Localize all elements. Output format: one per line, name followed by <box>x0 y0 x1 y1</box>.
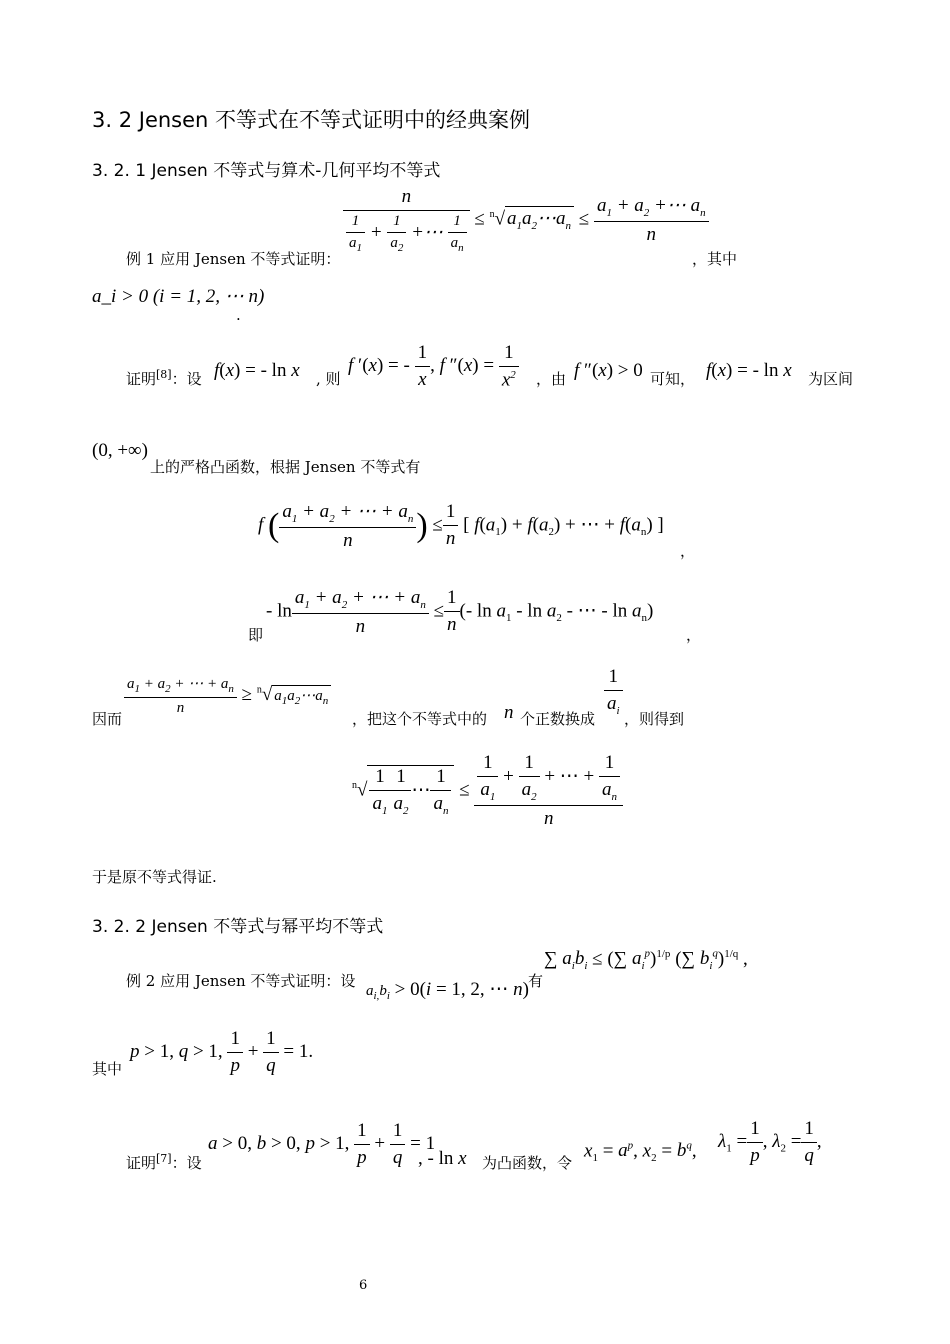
proof2-neglog: , - ln x <box>418 1148 467 1169</box>
subsection-title-1: 3. 2. 1 Jensen 不等式与算术-几何平均不等式 <box>92 161 441 181</box>
proof2-label: 证明 <box>126 1154 157 1172</box>
domain-interval: (0, +∞) <box>92 440 148 461</box>
ie-label: 即 <box>248 626 264 644</box>
example2-label: 例 2 应用 Jensen 不等式证明：设 <box>126 972 356 990</box>
page-number: 6 <box>359 1278 368 1293</box>
am-gm-result: $\frac{a_1 + a_2 + \cdots + a_n}{n}$ ≥ $^n$√ $a_1a_2\cdots a_n$ <box>124 674 331 717</box>
proof1-lead <box>126 368 202 389</box>
example2-where-label: 其中 <box>92 1060 123 1078</box>
proof1-set: ：设 <box>171 370 202 388</box>
replace-text-2: 个正数换成 <box>520 710 596 728</box>
example2-condition: $a_{i,}b_i > 0(i = 1$, 2, ⋯ n) <box>366 979 529 1002</box>
example2-have: 有 <box>528 972 544 990</box>
proof2-set: ：设 <box>171 1154 202 1172</box>
proof1-derivatives: f ′(x) = - $\frac{1}{x}$ , f ″(x) = $\frac{1}{x^2}$ <box>348 342 519 391</box>
holder-display: ∑ $a_ib_i$ ≤ (∑ $a_i^p)^{1/p}$ (∑ $b_i^q)^{1/q}$ , <box>544 948 748 973</box>
example1-formula: n $\frac{1}{a_1}$ + $\frac{1}{a_2}$ +⋯ $\frac{1}{a_n}$ ≤ $^n$√ $a_1a_2\cdots a_n$ ≤ $\frac{a_1 + a_2 +\cdots a_n}{n}$ <box>343 186 709 254</box>
log-comma: ， <box>686 626 702 644</box>
proof1-second-derivative: f ″(x) > 0 <box>574 360 643 381</box>
proof2-convex-text: 为凸函数，令 <box>482 1154 573 1172</box>
example1-label: 例 1 应用 Jensen 不等式证明： <box>126 250 341 268</box>
get-text: ，则得到 <box>624 710 685 728</box>
reciprocal-display: $^n$√ $\frac{1}{a_1}$ $\frac{1}{a_2}$ ⋯ $\frac{1}{a_n}$ ≤ $\frac{1}{a_1}$ + $\frac{1}{a_2}$ + ⋯ + $\frac{1}{a_n}$ n <box>352 752 623 830</box>
proof1-fdef-2: f(x) = - ln x <box>706 360 792 381</box>
proof2-substitution: $x_1 = a^p$, $x_2 = b^q$, <box>584 1140 697 1165</box>
reciprocal-ai: $\frac{1}{a_i}$ <box>604 666 623 717</box>
proof1-ref: [8] <box>156 368 172 381</box>
jensen-comma: ， <box>680 542 696 560</box>
example2-where-formula: p > 1, q > 1, $\frac{1}{p}$ + $\frac{1}{q}$ = 1. <box>130 1028 314 1076</box>
example1-condition: a_i > 0 (i = 1, 2, ⋯ n) <box>92 286 265 307</box>
example1-where: ，其中 <box>692 250 738 268</box>
proof1-knowable: 可知， <box>650 370 696 388</box>
log-display: - ln $\frac{a_1 + a_2 + \cdots + a_n}{n}$ ≤ $\frac{1}{n}$ (- $\ln a_1$ - $\ln a_2$ - ⋯ - $\ln a_n$) <box>266 587 654 637</box>
proof2-lead <box>126 1152 202 1173</box>
conclusion-text: 于是原不等式得证. <box>92 868 217 886</box>
example1-condition-period: . <box>236 306 241 324</box>
subsection-title-2: 3. 2. 2 Jensen 不等式与幂平均不等式 <box>92 917 384 937</box>
proof2-conditions: a > 0, b > 0, p > 1, $\frac{1}{p}$ + $\frac{1}{q}$ = 1 <box>208 1120 436 1168</box>
proof1-by: ，由 <box>536 370 567 388</box>
proof2-ref: [7] <box>156 1152 172 1165</box>
proof2-lambdas: $\lambda_1$ = $\frac{1}{p}$ , $\lambda_2$ = $\frac{1}{q}$ , <box>718 1118 822 1166</box>
n-variable: n <box>504 702 514 723</box>
proof1-interval-text: 为区间 <box>808 370 854 388</box>
proof1-fdef: f(x) = - ln x <box>214 360 300 381</box>
strict-convex-text: 上的严格凸函数，根据 Jensen 不等式有 <box>150 458 421 476</box>
section-title: 3. 2 Jensen 不等式在不等式证明中的经典案例 <box>92 108 531 132</box>
thus-label: 因而 <box>92 710 123 728</box>
replace-text: ，把这个不等式中的 <box>352 710 488 728</box>
proof1-label: 证明 <box>126 370 157 388</box>
proof1-then: , 则 <box>316 370 341 388</box>
jensen-display: f ( $\frac{a_1 + a_2 + \cdots + a_n}{n}$ ) ≤ $\frac{1}{n}$ [ $f(a_1) + f(a_2)$ + ⋯ + $f(a_n)$ ] <box>258 501 664 551</box>
